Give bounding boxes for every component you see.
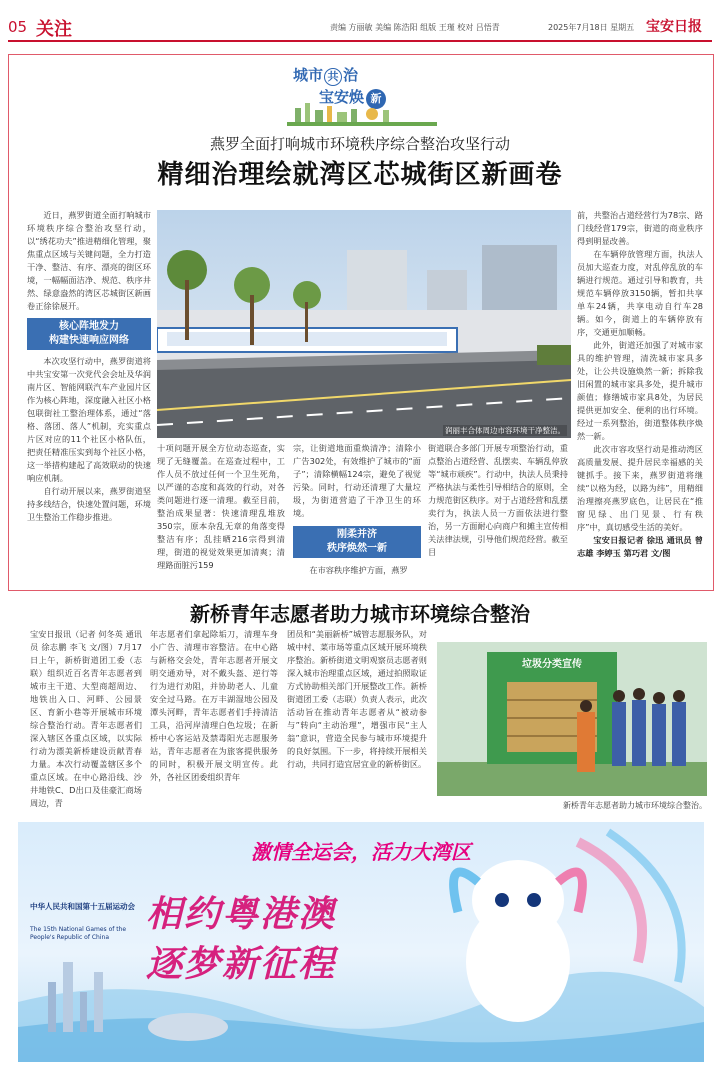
article2-headline: 新桥青年志愿者助力城市环境综合整治 <box>190 602 530 626</box>
ad-line1: 相约粤港澳 <box>146 894 337 935</box>
page-number: 05 <box>8 18 28 36</box>
skyline-icon <box>287 100 437 126</box>
header-rule <box>8 40 712 42</box>
article1-col3: 宗，让街道地面重焕清净；清除小广告302处，有效维护了城市的“面子”；清除横幅124宗，避免了视觉污染。同时，行动还清理了大量垃圾，为街道营造了干净卫生的环境。 刚柔并济 秩序焕然一新 在市容秩序维护方面，燕罗 <box>293 443 421 575</box>
masthead-logo: 宝安日报 <box>646 19 702 35</box>
ad-line2: 逐梦新征程 <box>146 944 337 985</box>
article2-photo-caption: 新桥青年志愿者助力城市环境综合整治。 <box>563 801 707 810</box>
article1-col5: 前，共整治占道经营行为78宗、路门线经营179宗，街道的商业秩序得到明显改善。 在车辆停放管理方面，执法人员加大巡查力度，对乱停乱放的车辆进行规范。通过引导和教育，共规范车辆停放3150辆，暂扣共享单车24辆，共享电动自行车28辆。如今，街道上的车辆停放有序，交通更加顺畅。 此外，街道还加强了对城市家具的维护管理，清洗城市家具多处，让公共设施焕然一新；拆除我旧闲置的城市家具多处，提升城市颜值；修缮城市家具8处，为居民提供更加安全、便利的出行环境。经过一系列整治，街道整体秩序焕然一新。 此次市容攻坚行动是推动湾区高质量发展、提升居民幸福感的关键抓手。接下来，燕罗街道将继续“以格为经，以路为纬”，用精细治理擦亮燕罗底色，让居民在“推窗见绿、出门见景、行有秩序”中，真切感受生活的美好。 宝安日报记者 徐迅 通讯员 曾志雄 李婷玉 第巧君 文/图 <box>577 210 703 558</box>
photo-caption: 润丽丰合体周边市容环境干净整洁。 <box>445 426 565 435</box>
article2-photo <box>437 642 707 796</box>
photo-sign: 垃圾分类宣传 <box>522 659 582 670</box>
article2-col1: 宝安日报讯（记者 何冬英 通讯员 徐志鹏 李飞 文/图）7月17日上午，新桥街道团工委（志联）组织近百名青年志愿者到城市主干道、大型商超周边、地铁出入口、河畔、公园景区、育新小巷等开展城市环境综合整治行动。青年志愿者们深入辖区各重点区域，以实际行动为漂美新桥建设贡献青春力量。本次行动覆盖辖区多个重点区域。在中心路沿线、沙井地铁C、D出口及佳豪汇商场周边，青 <box>30 629 142 808</box>
kicker: 燕罗全面打响城市环境秩序综合整治攻坚行动 <box>209 135 510 153</box>
column-logo: 城市 共 治 宝安焕 新 <box>287 60 437 126</box>
article1-col1: 近日，燕罗街道全面打响城市环境秩序综合整治攻坚行动，以“绣花功夫”推进精细化管理，聚焦重点区域与关键问题，全力打造干净、整洁、有序、漂亮的街区环境，一幅幅面洁净、规范、秩序井然、绿意盎然的湾区芯城街区新画卷正徐徐展开。 核心阵地发力 构建快速响应网络 本次攻坚行动中，燕罗街道将中共宝安第一次党代会会址及华润南片区、智能网联汽车产业园片区作为核心阵地，深度融入社区小格包联街社工整治理体系，通过“落格、落团、落人”机制，充实重点片区对应的11个社区小格队伍，把责任精准压实到每个社区小格，这一举措构建起了高效联动的快速响应机制。 自行动开展以来，燕罗街道坚持多线结合，快速处置问题，环境卫生整治工作稳步推进。 <box>27 210 151 522</box>
article1-photo <box>157 210 571 438</box>
credits: 责编 方丽敏 美编 陈浩阳 组版 王瑾 校对 吕悟青 <box>330 23 500 32</box>
article2-col2: 年志愿者们拿起除垢刀，清理车身小广告、清理市容整洁。在中心路与新格交会处，青年志愿者开展文明交通劝导，对不戴头盔、逆行等行为进行劝阻，并协助老人、儿童安全过马路。在万丰湖湿地公园及潭头河畔，青年志愿者们手持清洁工具，沿河岸清理白色垃圾；在新桥中心客运站及禁毒阳光志愿服务站，青年志愿者在为旅客提供服务的同时，积极开展文明宣传。此外，各社区团委组织青年 <box>150 629 278 782</box>
ad-event-en: The 15th National Games of the People's Republic of China <box>30 926 127 941</box>
article1-col2: 十项问题开展全方位动态巡查，实现了无缝覆盖。在巡查过程中，工作人员不放过任何一个卫生死角，以严谨的态度和高效的行动，对各类问题进行逐一清理。截至目前，整治成果显著：快速清理乱堆放350宗，原本杂乱无章的角落变得整洁有序；乱挂晒216宗得到清理，街道的视觉效果更加清爽；清理路面脏污159 <box>157 443 285 570</box>
advertisement <box>18 822 704 1062</box>
article1-col4: 街道联合多部门开展专项整治行动，重点整治占道经营、乱摆卖、车辆乱停放等“城市顽疾”。行动中，执法人员秉持严格执法与柔性引导相结合的原则，全力规范街区秩序。对于占道经营和乱摆卖行为，执法人员一方面依法进行整治，另一方面耐心向商户和摊主宣传相关法律法规，引导他们规范经营。截至目 <box>428 443 568 557</box>
subheading-2: 刚柔并济 秩序焕然一新 <box>293 526 421 558</box>
subheading-1: 核心阵地发力 构建快速响应网络 <box>27 318 151 350</box>
section-title: 关注 <box>36 19 72 40</box>
page-header <box>8 14 712 38</box>
ad-slogan: 激情全运会，活力大湾区 <box>251 840 471 864</box>
ad-event-cn: 中华人民共和国第十五届运动会 <box>30 902 135 911</box>
byline: 宝安日报记者 徐迅 通讯员 曾志雄 李婷玉 第巧君 文/图 <box>577 535 703 558</box>
article2-col3: 团员和“美丽新桥”城管志愿服务队，对城中村、菜市场等重点区域开展环境秩序整治。新桥街道文明观察员志愿者则深入城市治理重点区域，通过拍照取证方式协助相关部门开展整改工作。新桥街道团工委（志联）负责人表示，此次活动旨在推动青年志愿者从“被动参与”转向“主动治理”，增强市民“主人翁”意识，营造全民参与城市环境提升的良好氛围。下一步，将持续开展相关行动，共同打造宜居宜业的新桥街区。 <box>287 629 427 769</box>
issue-date: 2025年7月18日 星期五 <box>548 23 635 32</box>
headline: 精细治理绘就湾区芯城街区新画卷 <box>157 160 563 190</box>
